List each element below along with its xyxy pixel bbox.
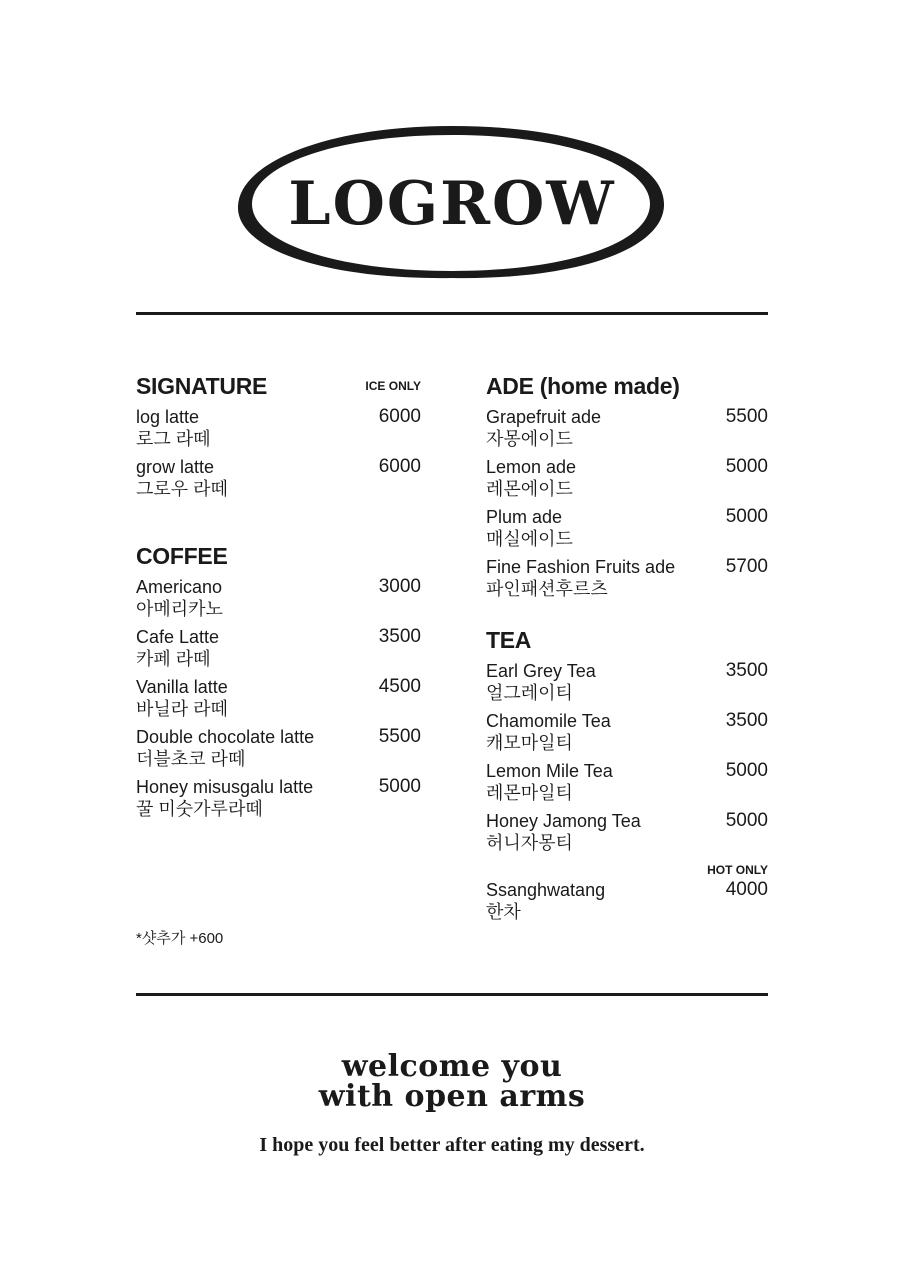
item-korean-name: 아메리카노 bbox=[136, 599, 223, 619]
ade-title: ADE (home made) bbox=[486, 373, 680, 399]
item-name: Earl Grey Tea bbox=[486, 661, 596, 681]
item-korean-name: 더블초코 라떼 bbox=[136, 749, 246, 769]
item-name: Lemon ade bbox=[486, 457, 577, 477]
item-price: 3500 bbox=[378, 626, 421, 647]
coffee-title: COFFEE bbox=[136, 543, 228, 569]
menu-item bbox=[486, 760, 768, 804]
item-price: 4000 bbox=[725, 879, 768, 900]
item-price: 3000 bbox=[378, 576, 421, 597]
item-name: Americano bbox=[136, 577, 223, 597]
item-name: Honey Jamong Tea bbox=[486, 811, 641, 831]
item-name: Cafe Latte bbox=[136, 627, 220, 647]
ade-header bbox=[486, 370, 768, 402]
item-korean-name: 매실에이드 bbox=[486, 529, 573, 549]
hot-only-note: HOT ONLY bbox=[707, 863, 768, 877]
logrow-logo bbox=[230, 118, 674, 286]
menu-item bbox=[486, 556, 768, 600]
item-korean-name: 레몬마일티 bbox=[486, 783, 573, 803]
menu-item bbox=[486, 406, 768, 450]
item-korean-name: 바닐라 라떼 bbox=[136, 699, 228, 719]
right-column bbox=[486, 370, 768, 923]
item-price: 6000 bbox=[378, 406, 421, 427]
menu-item bbox=[136, 726, 421, 770]
bottom-divider bbox=[136, 993, 768, 996]
item-name: Vanilla latte bbox=[136, 677, 228, 697]
item-price: 5500 bbox=[378, 726, 421, 747]
coffee-header bbox=[136, 540, 421, 572]
item-name: Fine Fashion Fruits ade bbox=[486, 557, 676, 577]
item-korean-name: 그로우 라떼 bbox=[136, 479, 228, 499]
extra-shot-note: *샷추가 +600 bbox=[136, 930, 224, 947]
item-korean-name: 로그 라떼 bbox=[136, 429, 211, 449]
menu-item bbox=[486, 879, 768, 923]
item-price: 5000 bbox=[378, 776, 421, 797]
logo-text: LOGROW bbox=[288, 169, 616, 239]
item-name: Honey misusgalu latte bbox=[136, 777, 314, 797]
item-name: Double chocolate latte bbox=[136, 727, 315, 747]
item-korean-name: 캐모마일티 bbox=[486, 733, 573, 753]
ice-only-note: ICE ONLY bbox=[365, 379, 421, 393]
item-korean-name: 허니자몽티 bbox=[486, 833, 573, 853]
item-korean-name: 꿀 미숫가루라떼 bbox=[136, 799, 263, 819]
item-price: 5500 bbox=[725, 406, 768, 427]
item-name: Plum ade bbox=[486, 507, 563, 527]
item-korean-name: 카페 라떼 bbox=[136, 649, 211, 669]
menu-item bbox=[486, 710, 768, 754]
item-korean-name: 파인패션후르츠 bbox=[486, 579, 608, 599]
item-name: Ssanghwatang bbox=[486, 880, 606, 900]
menu-item bbox=[136, 456, 421, 500]
item-price: 5700 bbox=[725, 556, 768, 577]
menu-item bbox=[136, 626, 421, 670]
menu-item bbox=[136, 676, 421, 720]
item-price: 5000 bbox=[725, 456, 768, 477]
menu-item bbox=[486, 810, 768, 854]
item-korean-name: 얼그레이티 bbox=[486, 683, 573, 703]
signature-header bbox=[136, 370, 421, 402]
tea-title: TEA bbox=[486, 627, 532, 653]
item-price: 3500 bbox=[725, 710, 768, 731]
welcome-line-1: welcome you bbox=[341, 1049, 563, 1084]
item-name: log latte bbox=[136, 407, 200, 427]
menu-item bbox=[136, 406, 421, 450]
item-price: 6000 bbox=[378, 456, 421, 477]
menu-item bbox=[486, 660, 768, 704]
item-price: 5000 bbox=[725, 506, 768, 527]
welcome-message bbox=[0, 1049, 904, 1114]
tea-header bbox=[486, 624, 768, 656]
menu-item bbox=[486, 456, 768, 500]
item-name: Grapefruit ade bbox=[486, 407, 602, 427]
item-price: 4500 bbox=[378, 676, 421, 697]
item-price: 5000 bbox=[725, 810, 768, 831]
tagline: I hope you feel better after eating my dessert. bbox=[259, 1134, 645, 1156]
left-column bbox=[136, 370, 421, 820]
item-korean-name: 레몬에이드 bbox=[486, 479, 573, 499]
item-korean-name: 자몽에이드 bbox=[486, 429, 573, 449]
signature-title: SIGNATURE bbox=[136, 373, 268, 399]
item-name: Lemon Mile Tea bbox=[486, 761, 613, 781]
item-korean-name: 한차 bbox=[486, 902, 521, 922]
item-price: 5000 bbox=[725, 760, 768, 781]
item-name: Chamomile Tea bbox=[486, 711, 611, 731]
menu-item bbox=[486, 506, 768, 550]
item-name: grow latte bbox=[136, 457, 215, 477]
item-price: 3500 bbox=[725, 660, 768, 681]
menu-item bbox=[136, 776, 421, 820]
menu-item bbox=[136, 576, 421, 620]
top-divider bbox=[136, 312, 768, 315]
welcome-line-2: with open arms bbox=[318, 1079, 586, 1114]
